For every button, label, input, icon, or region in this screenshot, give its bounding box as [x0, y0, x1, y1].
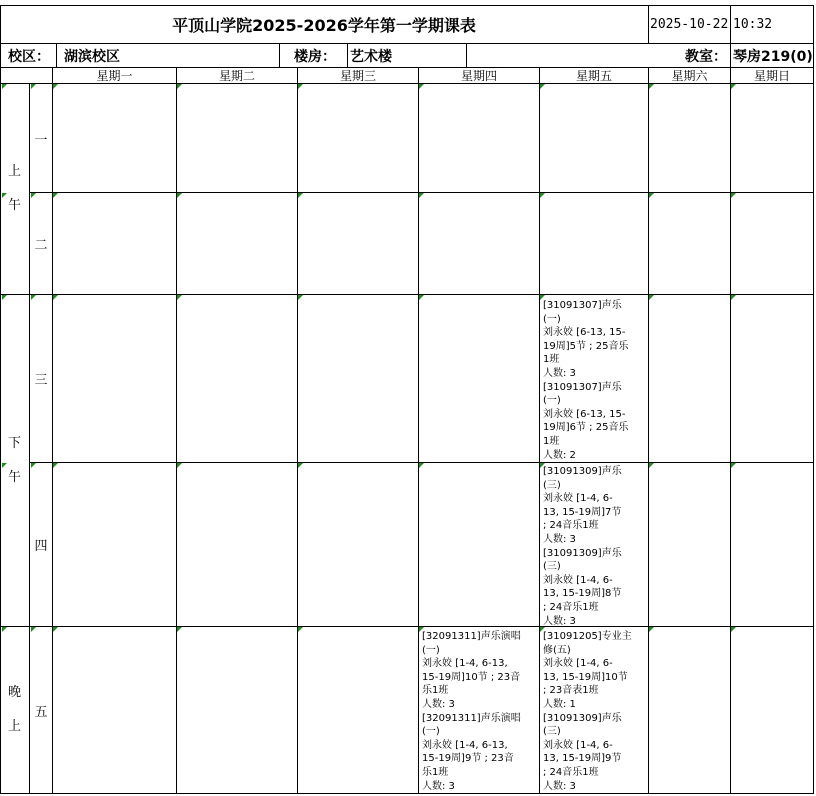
grid-line: [730, 5, 731, 43]
cell-marker: [649, 295, 654, 300]
cell-marker: [177, 295, 182, 300]
course-cell-fri-p4: [540, 463, 648, 626]
cell-marker: [2, 627, 7, 632]
course-entry: [31091205]专业主 修(五) 刘永姣 [1-4, 6- 13, 15-19周]10节 ; 23音表1班 人数: 1: [543, 631, 632, 710]
day-header-sun: 星期日: [753, 69, 790, 83]
course-cell-thu-p5: [419, 628, 539, 793]
grid-line: [279, 43, 280, 67]
grid-line: [730, 43, 731, 67]
course-cell-fri-p3: [540, 297, 648, 462]
print-time: 10:32: [733, 17, 773, 32]
cell-marker: [540, 193, 545, 198]
room-value: 琴房219(0): [733, 49, 813, 65]
cell-marker: [2, 193, 7, 198]
cell-marker: [540, 627, 545, 632]
grid-line: [418, 67, 419, 794]
grid-line: [0, 626, 814, 627]
cell-marker: [53, 463, 58, 468]
cell-marker: [419, 295, 424, 300]
grid-line: [0, 5, 1, 43]
cell-marker: [298, 295, 303, 300]
grid-line: [0, 5, 814, 6]
cell-marker: [419, 84, 424, 89]
cell-marker: [731, 295, 736, 300]
course-entry: [32091311]声乐演唱 (一) 刘永姣 [1-4, 6-13, 15-19周]10节 ; 23音 乐1班 人数: 3: [422, 631, 521, 710]
course-entry: [31091309]声乐 (三) 刘永姣 [1-4, 6- 13, 15-19周]7节 ; 24音乐1班 人数: 3: [543, 466, 622, 545]
cell-marker: [31, 295, 36, 300]
grid-line: [0, 793, 814, 794]
grid-line: [347, 43, 348, 67]
session-morning: [0, 84, 29, 294]
period-label-3: 三: [34, 373, 48, 388]
cell-marker: [298, 193, 303, 198]
cell-marker: [53, 627, 58, 632]
cell-marker: [419, 463, 424, 468]
cell-marker: [53, 84, 58, 89]
cell-marker: [53, 193, 58, 198]
grid-line: [730, 67, 731, 794]
cell-marker: [31, 463, 36, 468]
grid-line: [52, 67, 53, 794]
cell-marker: [177, 627, 182, 632]
grid-line: [539, 67, 540, 794]
course-entry: [31091309]声乐 (三) 刘永姣 [1-4, 6- 13, 15-19周]8节 ; 24音乐1班 人数: 3: [543, 547, 622, 626]
day-header-mon: 星期一: [96, 69, 133, 83]
session-char: 晚: [7, 685, 21, 700]
campus-value: 湖滨校区: [64, 49, 120, 65]
grid-line: [0, 43, 814, 44]
grid-line: [0, 43, 1, 67]
course-cell-fri-p5: [540, 628, 648, 793]
cell-marker: [540, 295, 545, 300]
cell-marker: [649, 463, 654, 468]
cell-marker: [177, 463, 182, 468]
print-date: 2025-10-22: [650, 17, 729, 32]
session-char: 下: [7, 435, 21, 451]
building-label: 楼房：: [294, 49, 336, 65]
course-entry: [31091307]声乐 (一) 刘永姣 [6-13, 15- 19周]6节 ; 25音乐 1班 人数: 2: [543, 381, 629, 461]
cell-marker: [731, 627, 736, 632]
grid-line: [0, 67, 814, 68]
day-header-fri: 星期五: [575, 69, 612, 83]
cell-marker: [731, 193, 736, 198]
grid-line: [813, 43, 814, 67]
cell-marker: [419, 627, 424, 632]
grid-line: [297, 67, 298, 794]
cell-marker: [298, 627, 303, 632]
day-header-wed: 星期三: [339, 69, 376, 83]
grid-line: [56, 43, 57, 67]
cell-marker: [540, 463, 545, 468]
cell-marker: [419, 193, 424, 198]
cell-marker: [2, 463, 7, 468]
grid-line: [648, 67, 649, 794]
course-entry: [31091307]声乐 (一) 刘永姣 [6-13, 15- 19周]5节 ; 25音乐 1班 人数: 3: [543, 300, 629, 379]
cell-marker: [298, 84, 303, 89]
session-char: 午: [7, 469, 21, 485]
session-char: 午: [7, 198, 21, 213]
cell-marker: [2, 84, 7, 89]
day-header-thu: 星期四: [460, 69, 497, 83]
campus-label: 校区：: [8, 49, 50, 65]
grid-line: [29, 83, 30, 794]
room-label: 教室：: [685, 49, 727, 65]
course-entry: [31091309]声乐 (三) 刘永姣 [1-4, 6- 13, 15-19周]9节 ; 24音乐1班 人数: 3: [543, 712, 622, 792]
cell-marker: [649, 193, 654, 198]
cell-marker: [31, 84, 36, 89]
period-label-1: 一: [34, 132, 48, 148]
building-value: 艺术楼: [350, 49, 392, 65]
grid-line: [813, 5, 814, 43]
cell-marker: [53, 295, 58, 300]
day-header-tue: 星期二: [218, 69, 255, 83]
course-entry: [32091311]声乐演唱 (一) 刘永姣 [1-4, 6-13, 15-19周]9节 ; 23音 乐1班 人数: 3: [422, 712, 521, 792]
cell-marker: [649, 84, 654, 89]
session-afternoon: [0, 295, 29, 626]
cell-marker: [177, 193, 182, 198]
grid-line: [0, 67, 1, 794]
page-title: 平顶山学院2025-2026学年第一学期课表: [172, 16, 476, 35]
grid-line: [176, 67, 177, 794]
cell-marker: [31, 193, 36, 198]
grid-line: [0, 294, 814, 295]
period-label-4: 四: [34, 539, 48, 554]
session-char: 上: [7, 719, 21, 734]
cell-marker: [298, 463, 303, 468]
cell-marker: [31, 627, 36, 632]
cell-marker: [177, 84, 182, 89]
session-char: 上: [7, 164, 21, 179]
cell-marker: [731, 463, 736, 468]
cell-marker: [649, 627, 654, 632]
grid-line: [0, 83, 814, 84]
grid-line: [648, 5, 649, 43]
period-label-5: 五: [34, 704, 48, 720]
cell-marker: [540, 84, 545, 89]
grid-line: [466, 43, 467, 67]
cell-marker: [2, 295, 7, 300]
period-label-2: 二: [34, 238, 48, 253]
session-evening: [0, 627, 29, 793]
cell-marker: [731, 84, 736, 89]
grid-line: [813, 67, 814, 794]
day-header-sat: 星期六: [671, 69, 708, 83]
